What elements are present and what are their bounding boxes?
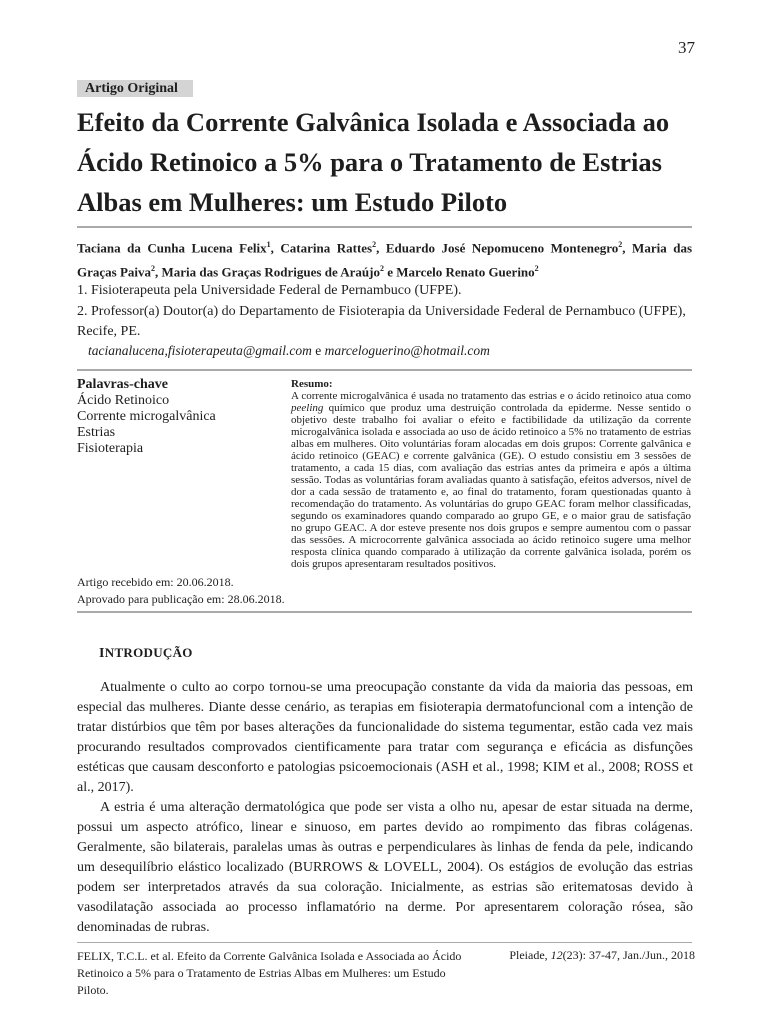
journal-issue: (23): 37-47, Jan./Jun., 2018	[562, 948, 695, 962]
email-conjunction: e	[315, 343, 322, 358]
author-name: Catarina Rattes	[280, 240, 373, 256]
author-name: Marcelo Renato Guerino	[396, 264, 535, 280]
email-link[interactable]: marceloguerino@hotmail.com	[324, 343, 490, 358]
header-divider	[77, 369, 692, 371]
keyword-item: Estrias	[77, 425, 116, 440]
keywords-block	[77, 377, 277, 457]
title-divider	[77, 226, 692, 228]
contact-emails	[88, 343, 490, 359]
section-heading-initial: I	[99, 646, 105, 661]
author-affiliation-mark: 2	[372, 240, 377, 249]
author-name: Maria das Graças Paiva	[77, 240, 693, 280]
author-name: Maria das Graças Rodrigues de Araújo	[161, 264, 380, 280]
keywords-heading: Palavras-chave	[77, 377, 168, 392]
affiliation-1: 1. Fisioterapeuta pela Universidade Federal de Pernambuco (UFPE).	[77, 283, 462, 298]
abstract-text: químico que produz uma destruição controlada da epiderme. Nesse sentido o objetivo deste trabalho foi avaliar o efeito e factibilidade da utilização da corrente microgalvânica isolada e associada ao uso de ácido retinoico a 5% no tratamento de estrias albas em mulheres. Oito voluntárias foram alocadas em dois grupos: Corrente galvânica e ácido retinoico (GEAC) e corrente galvânica (GE). O estudo consistiu em 3 sessões de tratamento, a cada 15 dias, com avaliação das estrias antes da primeira e após a última sessão. Todas as voluntárias foram avaliadas quanto à satisfação, efeitos adversos, nível de dor a cada sessão de tratamento e, ao final do tratamento, foram questionadas quanto à recomendação do tratamento. As voluntárias do grupo GEAC foram melhor classificadas, segundo os examinadores quando comparado ao grupo GE, e o maior grau de satisfação no grupo GEAC. A dor esteve presente nos dois grupos e sempre aumentou com o passar das sessões. A microcorrente galvânica associada ao ácido retinoico sugere uma melhor resposta clínica quando comparado à utilização da corrente galvânica isolada, porém os dois grupos apresentaram resultados positivos.	[291, 402, 691, 570]
abstract-block	[291, 378, 691, 570]
received-date: Artigo recebido em: 20.06.2018.	[77, 575, 234, 589]
abstract-divider	[77, 611, 692, 613]
page-number: 37	[678, 38, 695, 57]
paragraph: A estria é uma alteração dermatológica que pode ser vista a olho nu, apesar de estar situada na derme, possui um aspecto atrófico, linear e sinuoso, em partes devido ao rompimento das fibras colágenas. Geralmente, são bilaterais, paralelas umas às outras e perpendiculares às linhas de fenda da pele, indicando um desequilíbrio elástico localizado (BURROWS & LOVELL, 2004). Os estágios de evolução das estrias podem ser interpretados através da sua coloração. Inicialmente, as estrias são eritematosas devido à vasodilatação associada ao processo inflamatório na derme. Por apresentarem coloração rósea, são denominadas de rubras.	[77, 800, 693, 935]
author-affiliation-mark: 2	[534, 264, 539, 274]
author-list: Taciana da Cunha Lucena Felix$^1$, Catarina Rattes$^2$, Eduardo José Nepomuceno Montenegro$^2$, Maria das Graças Paiva$^2$, Maria das Graças Rodrigues de Araújo$^2$ e Marcelo Renato Guerino$^2$	[77, 240, 693, 280]
article-title: Efeito da Corrente Galvânica Isolada e Associada ao Ácido Retinoico a 5% para o Tratamento de Estrias Albas em Mulheres: um Estudo Piloto	[77, 107, 670, 217]
journal-volume: 12	[550, 948, 563, 962]
section-heading-rest: NTRODUÇÃO	[104, 645, 193, 660]
keyword-item: Ácido Retinoico	[77, 393, 170, 408]
body-text	[77, 678, 693, 938]
author-name: Taciana da Cunha Lucena Felix	[77, 240, 267, 256]
article-dates	[77, 574, 287, 607]
section-heading-introduction	[99, 645, 193, 662]
approved-date: Aprovado para publicação em: 28.06.2018.	[77, 591, 285, 606]
author-affiliation-mark: 1	[266, 240, 271, 249]
footer-journal	[509, 948, 695, 963]
author-affiliation-mark: 2	[151, 264, 156, 274]
affiliation-2: 2. Professor(a) Doutor(a) do Departamento de Fisioterapia da Universidade Federal de Pernambuco (UFPE), Recife, PE.	[77, 304, 686, 339]
footer-citation: FELIX, T.C.L. et al. Efeito da Corrente Galvânica Isolada e Associada ao Ácido Retinoico a 5% para o Tratamento de Estrias Albas em Mulheres: um Estudo Piloto.	[77, 949, 462, 997]
email-link[interactable]: tacianalucena,fisioterapeuta@gmail.com	[88, 343, 312, 358]
author-affiliation-mark: 2	[618, 240, 623, 249]
abstract-italic-term: peeling	[291, 402, 324, 414]
author-affiliation-mark: 2	[379, 264, 384, 274]
article-type-tag: Artigo Original	[77, 80, 193, 97]
keyword-item: Corrente microgalvânica	[77, 409, 216, 424]
footer-divider	[77, 942, 692, 943]
abstract-heading: Resumo:	[291, 378, 333, 390]
author-conjunction: e	[387, 264, 394, 280]
author-name: Eduardo José Nepomuceno Montenegro	[385, 240, 619, 256]
abstract-text: A corrente microgalvânica é usada no tratamento das estrias e o ácido retinoico atua como	[291, 390, 691, 402]
journal-name: Pleiade,	[509, 948, 548, 962]
paragraph: Atualmente o culto ao corpo tornou-se uma preocupação constante da vida da maioria das pessoas, em especial das mulheres. Diante desse cenário, as terapias em fisioterapia dermatofuncional com a intenção de tratar distúrbios que têm por bases alterações da funcionalidade do sistema tegumentar, estão cada vez mais procurando resultados comprovados cientificamente para tratar com segurança e eficácia as disfunções estéticas que causam desconforto e patologias psicoemocionais (ASH et al., 1998; KIM et al., 2008; ROSS et al., 2017).	[77, 680, 693, 795]
keyword-item: Fisioterapia	[77, 441, 144, 456]
